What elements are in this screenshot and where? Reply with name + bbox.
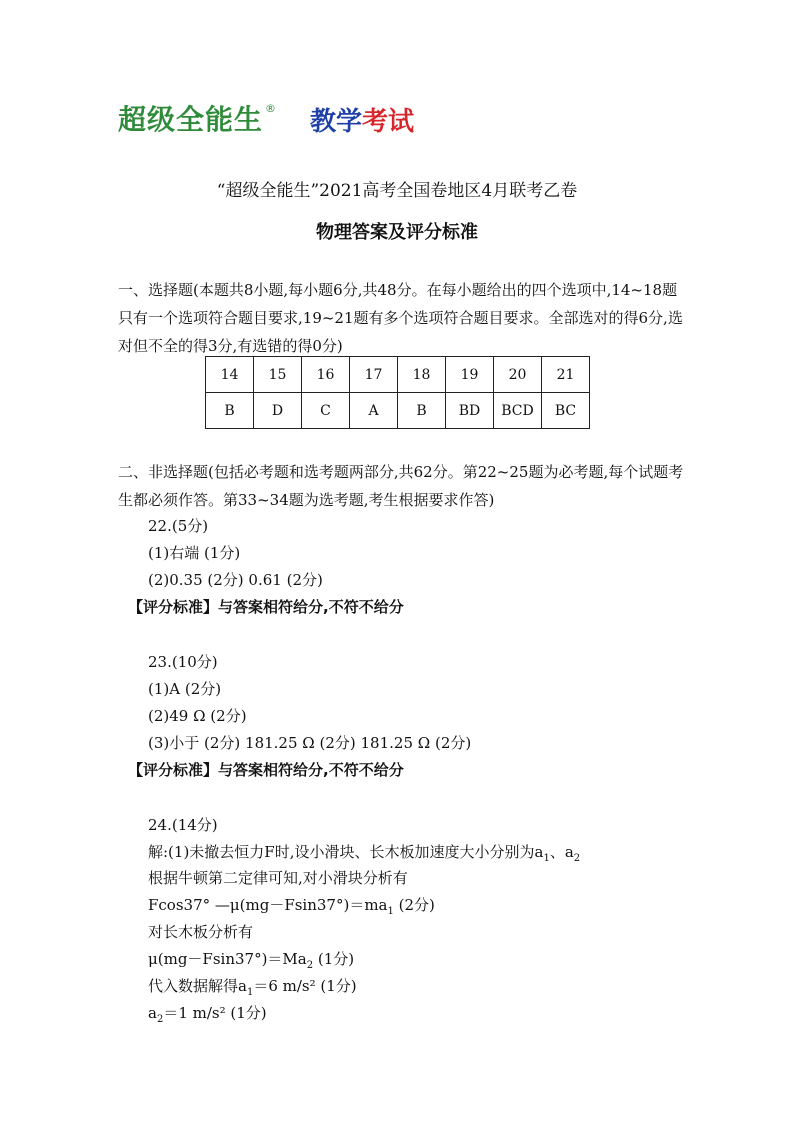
page-title: “超级全能生”2021高考全国卷地区4月联考乙卷: [216, 181, 578, 201]
section1-intro: 一、选择题(本题共8小题,每小题6分,共48分。在每小题给出的四个选项中,14~18题只有一个选项符合题目要求,19~21题有多个选项符合题目要求。全部选对的得6分,选对但不全的得3分,有选错的得0分): [118, 281, 683, 355]
table-cell: 20: [494, 357, 542, 393]
q22-heading: 22.(5分): [148, 517, 209, 535]
table-cell: B: [206, 393, 254, 429]
q22-answer-1: (1)右端 (1分): [148, 544, 241, 562]
q23-answer-1: (1)A (2分): [148, 680, 222, 698]
brand-logo: 超级全能生: [118, 103, 264, 136]
text-span: 、a: [549, 843, 574, 861]
subscript: 1: [387, 906, 394, 917]
q24-result-1: [148, 975, 357, 998]
text-span: μ(mg－Fsin37°)＝Ma: [148, 950, 307, 968]
table-cell: BD: [446, 393, 494, 429]
subscript: 2: [306, 960, 314, 971]
text-span: (2分): [393, 896, 435, 914]
table-cell: BC: [542, 393, 590, 429]
table-cell: 18: [398, 357, 446, 393]
q24-solution-line-2: 根据牛顿第二定律可知,对小滑块分析有: [148, 869, 408, 887]
answer-table: [205, 356, 590, 429]
text-span: a: [148, 1004, 157, 1022]
table-cell: C: [302, 393, 350, 429]
table-cell: D: [254, 393, 302, 429]
table-cell: 21: [542, 357, 590, 393]
q23-answer-2: (2)49 Ω (2分): [148, 707, 247, 725]
text-span: ＝1 m/s² (1分): [163, 1004, 267, 1022]
q24-equation-1: [148, 894, 435, 917]
q22-answer-2: (2)0.35 (2分) 0.61 (2分): [148, 571, 323, 589]
q23-heading: 23.(10分): [148, 653, 218, 671]
q24-result-2: [148, 1002, 267, 1025]
text-span: (1分): [313, 950, 355, 968]
section2-intro: 二、非选择题(包括必考题和选考题两部分,共62分。第22~25题为必考题,每个试题考生都必须作答。第33~34题为选考题,考生根据要求作答): [118, 463, 684, 509]
table-cell: BCD: [494, 393, 542, 429]
answer-table-numbers-row: [206, 357, 590, 393]
text-span: 代入数据解得a: [148, 977, 247, 995]
table-cell: A: [350, 393, 398, 429]
q24-heading: 24.(14分): [148, 816, 218, 834]
tag-logo-part2: 考试: [362, 107, 415, 137]
answer-table-answers-row: [206, 393, 590, 429]
table-cell: 14: [206, 357, 254, 393]
text-span: ＝6 m/s² (1分): [253, 977, 357, 995]
q24-equation-2: [148, 948, 354, 971]
page-subtitle: 物理答案及评分标准: [316, 222, 478, 243]
table-cell: 16: [302, 357, 350, 393]
table-cell: 17: [350, 357, 398, 393]
q24-solution-line-4: 对长木板分析有: [148, 923, 254, 941]
text-span: 解:(1)未撤去恒力F时,设小滑块、长木板加速度大小分别为a: [148, 843, 544, 861]
tag-logo-part1: 教学: [310, 107, 363, 137]
subscript: 2: [156, 1014, 164, 1025]
q23-scoring-standard: 【评分标准】与答案相符给分,不符不给分: [128, 761, 404, 779]
table-cell: B: [398, 393, 446, 429]
subscript: 1: [246, 987, 254, 998]
subscript: 2: [573, 853, 581, 864]
header-logo: [118, 98, 414, 138]
subscript: 1: [543, 853, 550, 864]
q22-scoring-standard: 【评分标准】与答案相符给分,不符不给分: [128, 598, 404, 616]
text-span: Fcos37° —μ(mg－Fsin37°)＝ma: [148, 896, 388, 914]
q24-solution-line-1: [148, 841, 580, 864]
table-cell: 15: [254, 357, 302, 393]
registered-mark: ®: [265, 102, 277, 115]
q23-answer-3: (3)小于 (2分) 181.25 Ω (2分) 181.25 Ω (2分): [148, 734, 472, 752]
table-cell: 19: [446, 357, 494, 393]
